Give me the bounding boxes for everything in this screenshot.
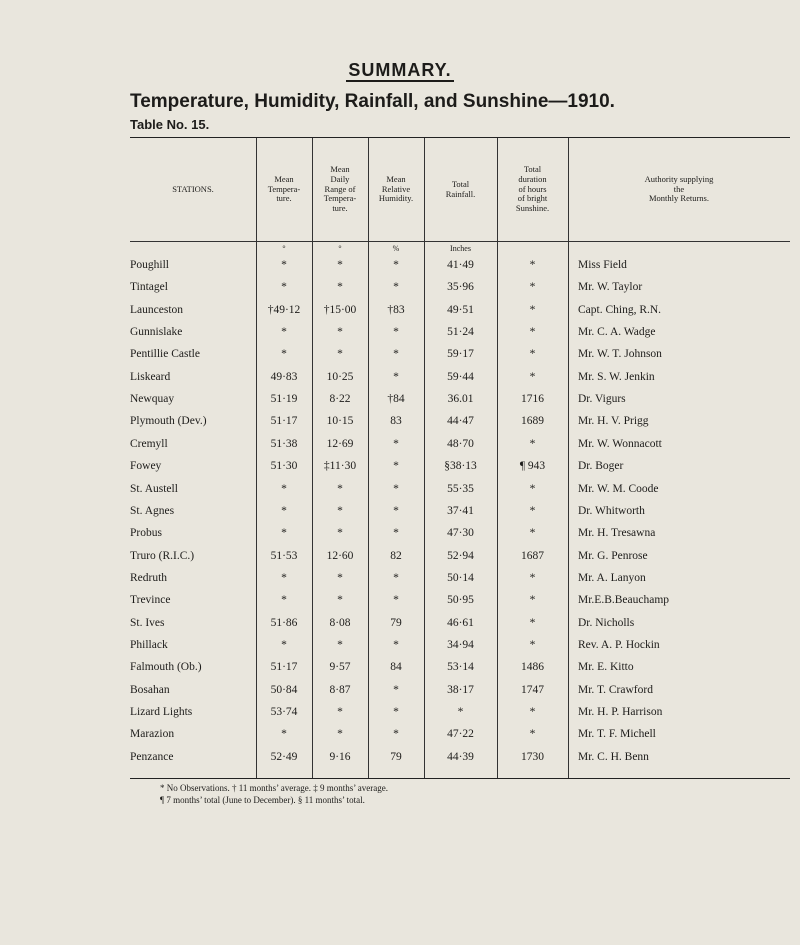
footnote-line-1: * No Observations. † 11 months’ average. ‡ 9 months’ average. <box>160 783 389 793</box>
daily-range: 9·57 <box>329 661 351 674</box>
total-rainfall: 55·35 <box>447 482 474 495</box>
authority: Rev. A. P. Hockin <box>578 638 660 651</box>
daily-range: * <box>337 348 343 361</box>
total-rainfall: 44·39 <box>447 750 474 763</box>
relative-humidity: * <box>393 504 399 517</box>
station-name: Phillack <box>130 638 168 651</box>
total-rainfall: 35·96 <box>447 281 474 294</box>
authority: Mr. H. Tresawna <box>578 527 656 540</box>
authority: Mr. S. W. Jenkin <box>578 370 655 383</box>
sunshine-hours: * <box>529 326 536 339</box>
station-name: Redruth <box>130 571 168 584</box>
sunshine-hours: 1689 <box>521 415 544 428</box>
total-rainfall: 41·49 <box>447 259 474 271</box>
unit-degree: ° <box>282 244 286 253</box>
total-rainfall: 47·22 <box>447 728 474 741</box>
daily-range: * <box>337 259 343 271</box>
sunshine-hours: ¶ 943 <box>519 460 546 473</box>
sunshine-hours: * <box>529 616 536 629</box>
relative-humidity: * <box>393 281 399 294</box>
total-rainfall: 49·51 <box>447 303 474 316</box>
daily-range: 12·69 <box>326 437 354 450</box>
daily-range: 8·22 <box>329 393 351 406</box>
mean-temperature: * <box>281 594 287 607</box>
authority: Mr. H. P. Harrison <box>578 706 663 718</box>
header-stations: STATIONS. <box>172 183 214 194</box>
relative-humidity: * <box>393 728 399 741</box>
mean-temperature: * <box>281 527 287 540</box>
sunshine-hours: * <box>529 706 536 718</box>
summary-heading: SUMMARY. <box>348 60 452 80</box>
total-rainfall: 46·61 <box>447 616 474 629</box>
mean-temperature: 51·19 <box>270 393 298 406</box>
total-rainfall: 52·94 <box>447 549 474 562</box>
daily-range: * <box>337 706 343 718</box>
relative-humidity: * <box>393 370 399 383</box>
daily-range: 8·08 <box>329 616 351 629</box>
header-authority: Authority supplying the Monthly Returns. <box>644 173 714 204</box>
relative-humidity: †84 <box>387 393 405 406</box>
total-rainfall: §38·13 <box>444 460 477 473</box>
sunshine-hours: * <box>529 482 536 495</box>
authority: Mr. A. Lanyon <box>578 571 646 584</box>
total-rainfall: 38·17 <box>447 683 474 696</box>
authority: Miss Field <box>578 259 627 271</box>
daily-range: 9·16 <box>329 750 351 763</box>
authority: Mr. W. M. Coode <box>578 482 659 495</box>
mean-temperature: 51·17 <box>270 415 298 428</box>
authority: Dr. Boger <box>578 460 624 473</box>
total-rainfall: 36.01 <box>447 393 474 406</box>
relative-humidity: * <box>393 460 399 473</box>
relative-humidity: 79 <box>390 750 402 763</box>
relative-humidity: * <box>393 571 399 584</box>
total-rainfall: 50·14 <box>447 571 474 584</box>
relative-humidity: * <box>393 482 399 495</box>
relative-humidity: * <box>393 683 399 696</box>
mean-temperature: 52·49 <box>270 750 298 763</box>
authority: Capt. Ching, R.N. <box>578 303 662 316</box>
sunshine-hours: * <box>529 527 536 540</box>
station-name: Probus <box>130 527 162 540</box>
relative-humidity: 82 <box>390 549 402 562</box>
mean-temperature: 51·53 <box>270 549 298 562</box>
daily-range: 12·60 <box>326 549 354 562</box>
mean-temperature: * <box>281 638 287 651</box>
relative-humidity: 79 <box>390 616 402 629</box>
sunshine-hours: * <box>529 348 536 361</box>
mean-temperature: * <box>281 348 287 361</box>
total-rainfall: 34·94 <box>447 638 474 651</box>
station-name: Gunnislake <box>130 326 183 339</box>
page-subtitle: Temperature, Humidity, Rainfall, and Sunshine—1910. <box>130 91 615 112</box>
daily-range: * <box>337 728 343 741</box>
relative-humidity: 83 <box>390 415 402 428</box>
relative-humidity: * <box>393 437 399 450</box>
mean-temperature: * <box>281 504 287 517</box>
relative-humidity: * <box>393 706 399 718</box>
sunshine-hours: * <box>529 303 536 316</box>
daily-range: * <box>337 571 343 584</box>
station-name: Cremyll <box>130 437 168 450</box>
sunshine-hours: * <box>529 571 536 584</box>
station-name: St. Austell <box>130 482 178 495</box>
mean-temperature: 51·86 <box>270 616 298 629</box>
authority: Dr. Vigurs <box>578 393 626 406</box>
sunshine-hours: 1730 <box>521 750 544 763</box>
station-name: Liskeard <box>130 370 171 383</box>
sunshine-hours: * <box>529 437 536 450</box>
station-name: Fowey <box>130 460 162 473</box>
sunshine-hours: * <box>529 259 536 271</box>
daily-range: * <box>337 482 343 495</box>
sunshine-hours: * <box>529 728 536 741</box>
total-rainfall: 37·41 <box>447 504 474 517</box>
station-name: Bosahan <box>130 683 170 696</box>
authority: Mr.E.B.Beauchamp <box>578 594 670 607</box>
total-rainfall: 51·24 <box>447 326 474 339</box>
mean-temperature: 51·30 <box>270 460 298 473</box>
authority: Mr. W. Taylor <box>578 281 643 294</box>
daily-range: 10·25 <box>326 370 354 383</box>
total-rainfall: 48·70 <box>447 437 474 450</box>
station-name: Pentillie Castle <box>130 348 200 361</box>
sunshine-hours: * <box>529 370 536 383</box>
relative-humidity: * <box>393 638 399 651</box>
header-total-rainfall: Total Rainfall. <box>445 178 476 199</box>
relative-humidity: * <box>393 326 399 339</box>
authority: Mr. W. T. Johnson <box>578 348 662 361</box>
mean-temperature: †49·12 <box>267 303 301 316</box>
authority: Dr. Nicholls <box>578 616 635 629</box>
authority: Mr. W. Wonnacott <box>578 437 662 450</box>
authority: Mr. G. Penrose <box>578 549 648 562</box>
total-rainfall: 50·95 <box>447 594 474 607</box>
mean-temperature: 51·17 <box>270 661 298 674</box>
station-name: Falmouth (Ob.) <box>130 661 202 674</box>
mean-temperature: 51·38 <box>270 437 298 450</box>
sunshine-hours: * <box>529 594 536 607</box>
relative-humidity: * <box>393 527 399 540</box>
daily-range: ‡11·30 <box>323 460 357 473</box>
mean-temperature: 49·83 <box>270 370 298 383</box>
station-name: Truro (R.I.C.) <box>130 549 195 562</box>
sunshine-hours: 1716 <box>521 393 544 406</box>
footnote-line-2: ¶ 7 months’ total (June to December). § 11 months’ total. <box>160 795 365 805</box>
unit-percent: % <box>392 244 400 253</box>
total-rainfall: 44·47 <box>447 415 474 428</box>
sunshine-hours: 1486 <box>521 661 544 674</box>
unit-inches: Inches <box>450 244 471 253</box>
header-mean-temperature: Mean Tempera- ture. <box>267 173 301 204</box>
table-number: Table No. 15. <box>130 117 210 132</box>
daily-range: * <box>337 281 343 294</box>
mean-temperature: * <box>281 326 287 339</box>
total-rainfall: * <box>457 706 464 718</box>
relative-humidity: * <box>393 348 399 361</box>
total-rainfall: 59·17 <box>447 348 474 361</box>
station-name: Launceston <box>130 303 184 316</box>
daily-range: * <box>337 527 343 540</box>
daily-range: * <box>337 638 343 651</box>
station-name: Penzance <box>130 750 174 763</box>
daily-range: * <box>337 594 343 607</box>
summary-table <box>130 137 790 779</box>
relative-humidity: * <box>393 594 399 607</box>
authority: Mr. H. V. Prigg <box>578 415 649 428</box>
station-name: St. Ives <box>130 616 165 629</box>
unit-degree: ° <box>338 244 342 253</box>
mean-temperature: * <box>281 259 287 271</box>
header-rule <box>130 241 790 242</box>
mean-temperature: 50·84 <box>270 683 298 696</box>
daily-range: †15·00 <box>323 303 357 316</box>
sunshine-hours: * <box>529 638 536 651</box>
mean-temperature: * <box>281 281 287 294</box>
station-name: Plymouth (Dev.) <box>130 415 207 428</box>
relative-humidity: * <box>393 259 399 271</box>
station-name: Poughill <box>130 259 169 271</box>
relative-humidity: 84 <box>390 661 402 674</box>
header-daily-range: Mean Daily Range of Tempera- ture. <box>323 164 357 214</box>
mean-temperature: * <box>281 482 287 495</box>
sunshine-hours: * <box>529 504 536 517</box>
station-name: Marazion <box>130 728 175 741</box>
table-row <box>130 744 790 770</box>
authority: Dr. Whitworth <box>578 504 645 517</box>
relative-humidity: †83 <box>387 303 405 316</box>
mean-temperature: 53·74 <box>270 706 298 718</box>
daily-range: 8·87 <box>329 683 351 696</box>
sunshine-hours: 1747 <box>521 683 544 696</box>
mean-temperature: * <box>281 571 287 584</box>
daily-range: * <box>337 504 343 517</box>
sunshine-hours: 1687 <box>521 549 544 562</box>
sunshine-hours: * <box>529 281 536 294</box>
authority: Mr. T. F. Michell <box>578 728 656 741</box>
station-name: Trevince <box>130 594 171 607</box>
station-name: Lizard Lights <box>130 706 193 718</box>
authority: Mr. C. H. Benn <box>578 750 649 763</box>
header-relative-humidity: Mean Relative Humidity. <box>378 173 414 204</box>
total-rainfall: 53·14 <box>447 661 474 674</box>
daily-range: * <box>337 326 343 339</box>
authority: Mr. T. Crawford <box>578 683 653 696</box>
authority: Mr. E. Kitto <box>578 661 634 674</box>
station-name: St. Agnes <box>130 504 175 517</box>
station-name: Tintagel <box>130 281 168 294</box>
daily-range: 10·15 <box>326 415 354 428</box>
total-rainfall: 59·44 <box>447 370 474 383</box>
mean-temperature: * <box>281 728 287 741</box>
station-name: Newquay <box>130 393 175 406</box>
header-sunshine: Total duration of hours of bright Sunshine. <box>515 164 550 214</box>
total-rainfall: 47·30 <box>447 527 474 540</box>
authority: Mr. C. A. Wadge <box>578 326 656 339</box>
